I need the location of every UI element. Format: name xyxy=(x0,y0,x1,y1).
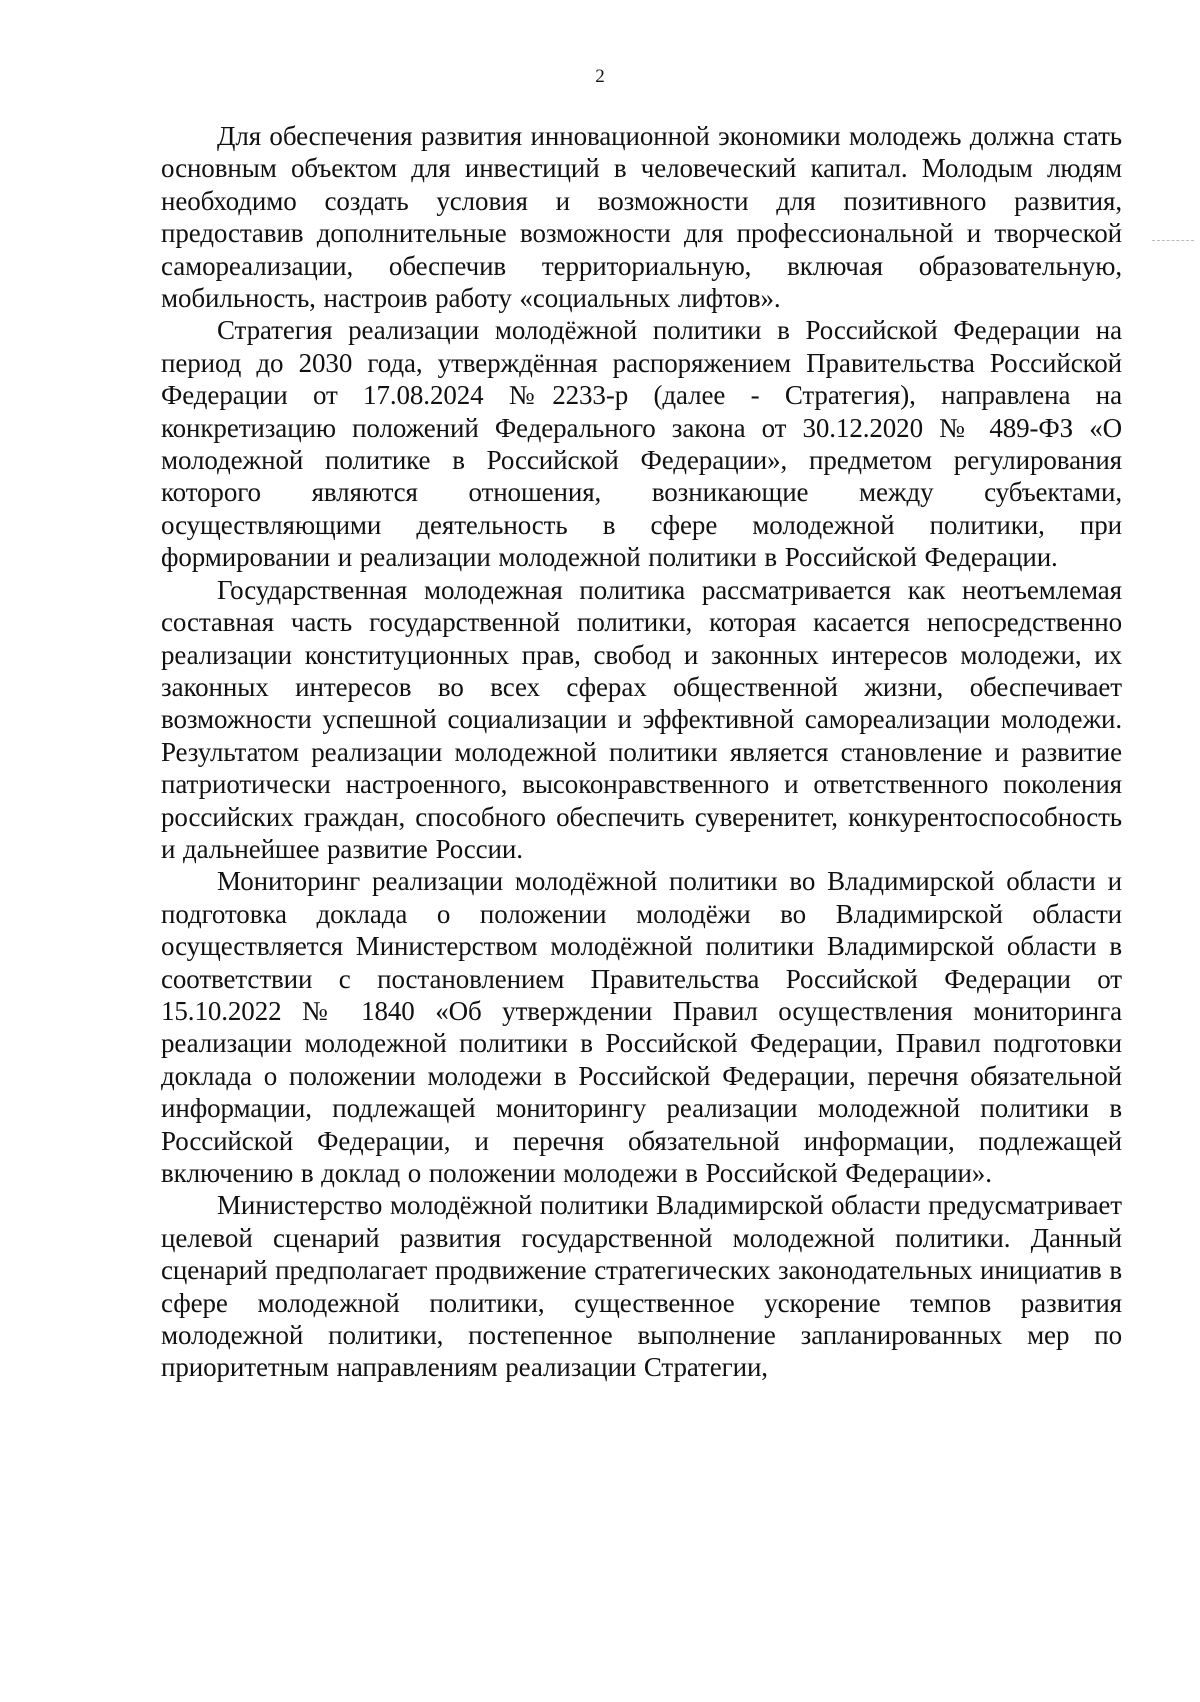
paragraph-youth-innovation-economy: Для обеспечения развития инновационной экономики молодежь должна стать основным объектом для инвестиций в человеческий капитал. Молодым людям необходимо создать условия и возможности для позитивного развития, предоставив дополнительные возможности для профессиональной и творческой самореализации, обеспечив территориальную, включая образовательную, мобильность, настроив работу «социальных лифтов». xyxy=(161,121,1122,314)
paragraph-monitoring-vladimir-region: Мониторинг реализации молодёжной политики во Владимирской области и подготовка доклада о положении молодёжи во Владимирской области осуществляется Министерством молодёжной политики Владимирской области в соответствии с постановлением Правительства Российской Федерации от 15.10.2022 № 1840 «Об утверждении Правил осуществления мониторинга реализации молодежной политики в Российской Федерации, Правил подготовки доклада о положении молодежи в Российской Федерации, перечня обязательной информации, подлежащей мониторингу реализации молодежной политики в Российской Федерации, и перечня обязательной информации, подлежащей включению в доклад о положении молодежи в Российской Федерации». xyxy=(161,866,1122,1188)
page-number: 2 xyxy=(595,66,605,87)
document-body xyxy=(161,120,1122,1384)
paragraph-ministry-target-scenario: Министерство молодёжной политики Владимирской области предусматривает целевой сценарий развития государственной молодежной политики. Данный сценарий предполагает продвижение стратегических законодательных инициатив в сфере молодежной политики, существенное ускорение темпов развития молодежной политики, постепенное выполнение запланированных мер по приоритетным направлениям реализации Стратегии, xyxy=(161,1190,1122,1383)
paragraph-strategy-2030: Стратегия реализации молодёжной политики в Российской Федерации на период до 2030 года, утверждённая распоряжением Правительства Российской Федерации от 17.08.2024 №2233-р (далее - Стратегия), направлена на конкретизацию положений Федерального закона от 30.12.2020 № 489-ФЗ «О молодежной политике в Российской Федерации», предметом регулирования которого являются отношения, возникающие между субъектами, осуществляющими деятельность в сфере молодежной политики, при формировании и реализации молодежной политики в Российской Федерации. xyxy=(161,315,1122,573)
paragraph-state-youth-policy: Государственная молодежная политика рассматривается как неотъемлемая составная часть государственной политики, которая касается непосредственно реализации конституционных прав, свобод и законных интересов молодежи, их законных интересов во всех сферах общественной жизни, обеспечивает возможности успешной социализации и эффективной самореализации молодежи. Результатом реализации молодежной политики является становление и развитие патриотически настроенного, высоконравственного и ответственного поколения российских граждан, способного обеспечить суверенитет, конкурентоспособность и дальнейшее развитие России. xyxy=(161,574,1122,864)
scan-artifact-mark xyxy=(1152,240,1194,241)
